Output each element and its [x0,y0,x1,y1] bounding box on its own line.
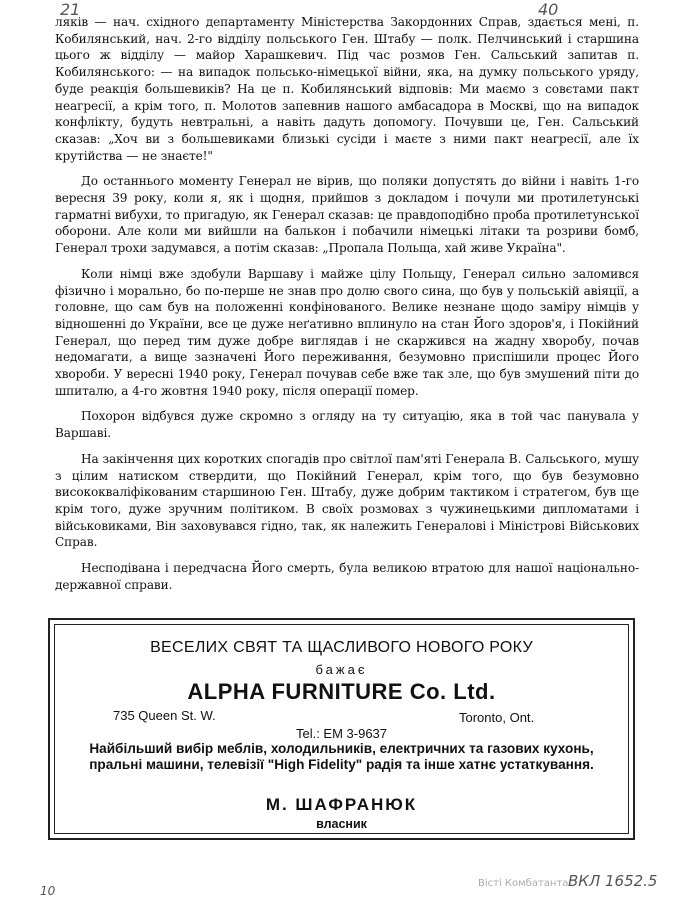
ad-greeting: ВЕСЕЛИХ СВЯТ ТА ЩАСЛИВОГО НОВОГО РОКУ [150,639,533,656]
ad-owner-name: М. ШАФРАНЮК [265,795,418,814]
ad-address: 735 Queen St. W. [113,708,216,723]
article-paragraph: ляків — нач. східного департаменту Міністерства Закордонних Справ, здається мені, п. Кобилянський, нач. 2-го відділу польського Ген. Штабу — полк. Пелчинський і старшина цього ж відділу — майор Харашкевич. Під час розмов Ген. Сальський запитав п. Кобилянського: — на випадок польсько-німецької війни, яка, на думку польського уряду, буде реакція большевиків? На це п. Кобилянський відповів: Ми маємо з совєтами пакт неагресії, а крім того, п. Молотов запевнив нашого амбасадора в Москві, що на випадок конфлікту, будуть невтральні, а навіть дадуть допомогу. Почувши це, Ген. Сальський сказав: „Хоч ви з большевиками близькі сусіди і маєте з ними пакт неагресії, але їх крутійства — не знаєте!" [55,15,639,163]
ad-phone: Tel.: EM 3-9637 [295,726,388,741]
advertisement-inner-border [54,624,629,834]
margin-note-bottom-left: 10 [40,884,56,898]
ad-wishes: бажає [315,662,368,677]
article-paragraph: На закінчення цих коротких спогадів про світлої пам'яті Генерала В. Сальського, мушу з цілим натиском ствердити, що Покійний Генерал, крім того, що був безумовно висококваліфікованим старшиною Ген. Штабу, дуже добрим тактиком і стратегом, був ще крім того, дуже зручним політиком. В своїх розмовах з чужинецькими дипломатами і військовиками, Він заховувався гідно, так, як належить Генералові і Міністрові Військових Справ. [55,451,639,550]
ad-description: Найбільший вибір меблів, холодильників, електричних та газових кухонь, пральні машини, телевізії "High Fidelity" радія та інше хатнє устаткування. [89,741,594,772]
ad-city: Toronto, Ont. [459,710,535,725]
article-paragraph: До останнього моменту Генерал не вірив, що поляки допустять до війни і навіть 1-го вересня 39 року, коли я, як і щодня, прийшов з докладом і почули ми протилетунські гарматні вибухи, то пригадую, як Генерал сказав: це правдоподібно проба протилетунської оборони. Але коли ми вийшли на балькон і побачили німецькі літаки та розриви бомб, Генерал трохи задумався, а потім сказав: „Пропала Польща, хай живе Україна". [55,174,639,256]
footer-faint-text: Вісті Комбатанта [478,878,569,889]
ad-owner-title: власник [316,817,367,831]
article-paragraph: Похорон відбувся дуже скромно з огляду на ту ситуацію, яка в той час панувала у Варшаві. [55,409,639,441]
margin-note-top-left: 21 [60,0,81,19]
margin-note-bottom-right: ВКЛ 1652.5 [568,872,658,890]
advertisement-box [48,618,635,840]
margin-note-top-right: 40 [538,0,559,19]
ad-company-name: ALPHA FURNITURE Co. Ltd. [187,679,496,704]
article-paragraph: Коли німці вже здобули Варшаву і майже цілу Польщу, Генерал сильно заломився фізично і морально, бо по-перше не знав про долю свого сина, що був у польській авіяції, а головне, що сам був на положенні конфінованого. Велике незнане щодо заміру німців у відношенні до України, все це дуже неґативно вплинуло на стан Його здоров'я, і Покійний Генерал, що перед тим дуже добре виглядав і не скаржився на жадну хворобу, почав недомагати, а вище зазначені Його переживання, безумовно приспішили процес Його хвороби. У вересні 1940 року, Генерал почував себе вже так зле, що був змушений піти до шпиталю, а 4-го жовтня 1940 року, після операції помер. [55,266,639,398]
article-body [55,14,639,603]
article-paragraph: Несподівана і передчасна Його смерть, була великою втратою для нашої національно-державної справи. [55,561,639,592]
